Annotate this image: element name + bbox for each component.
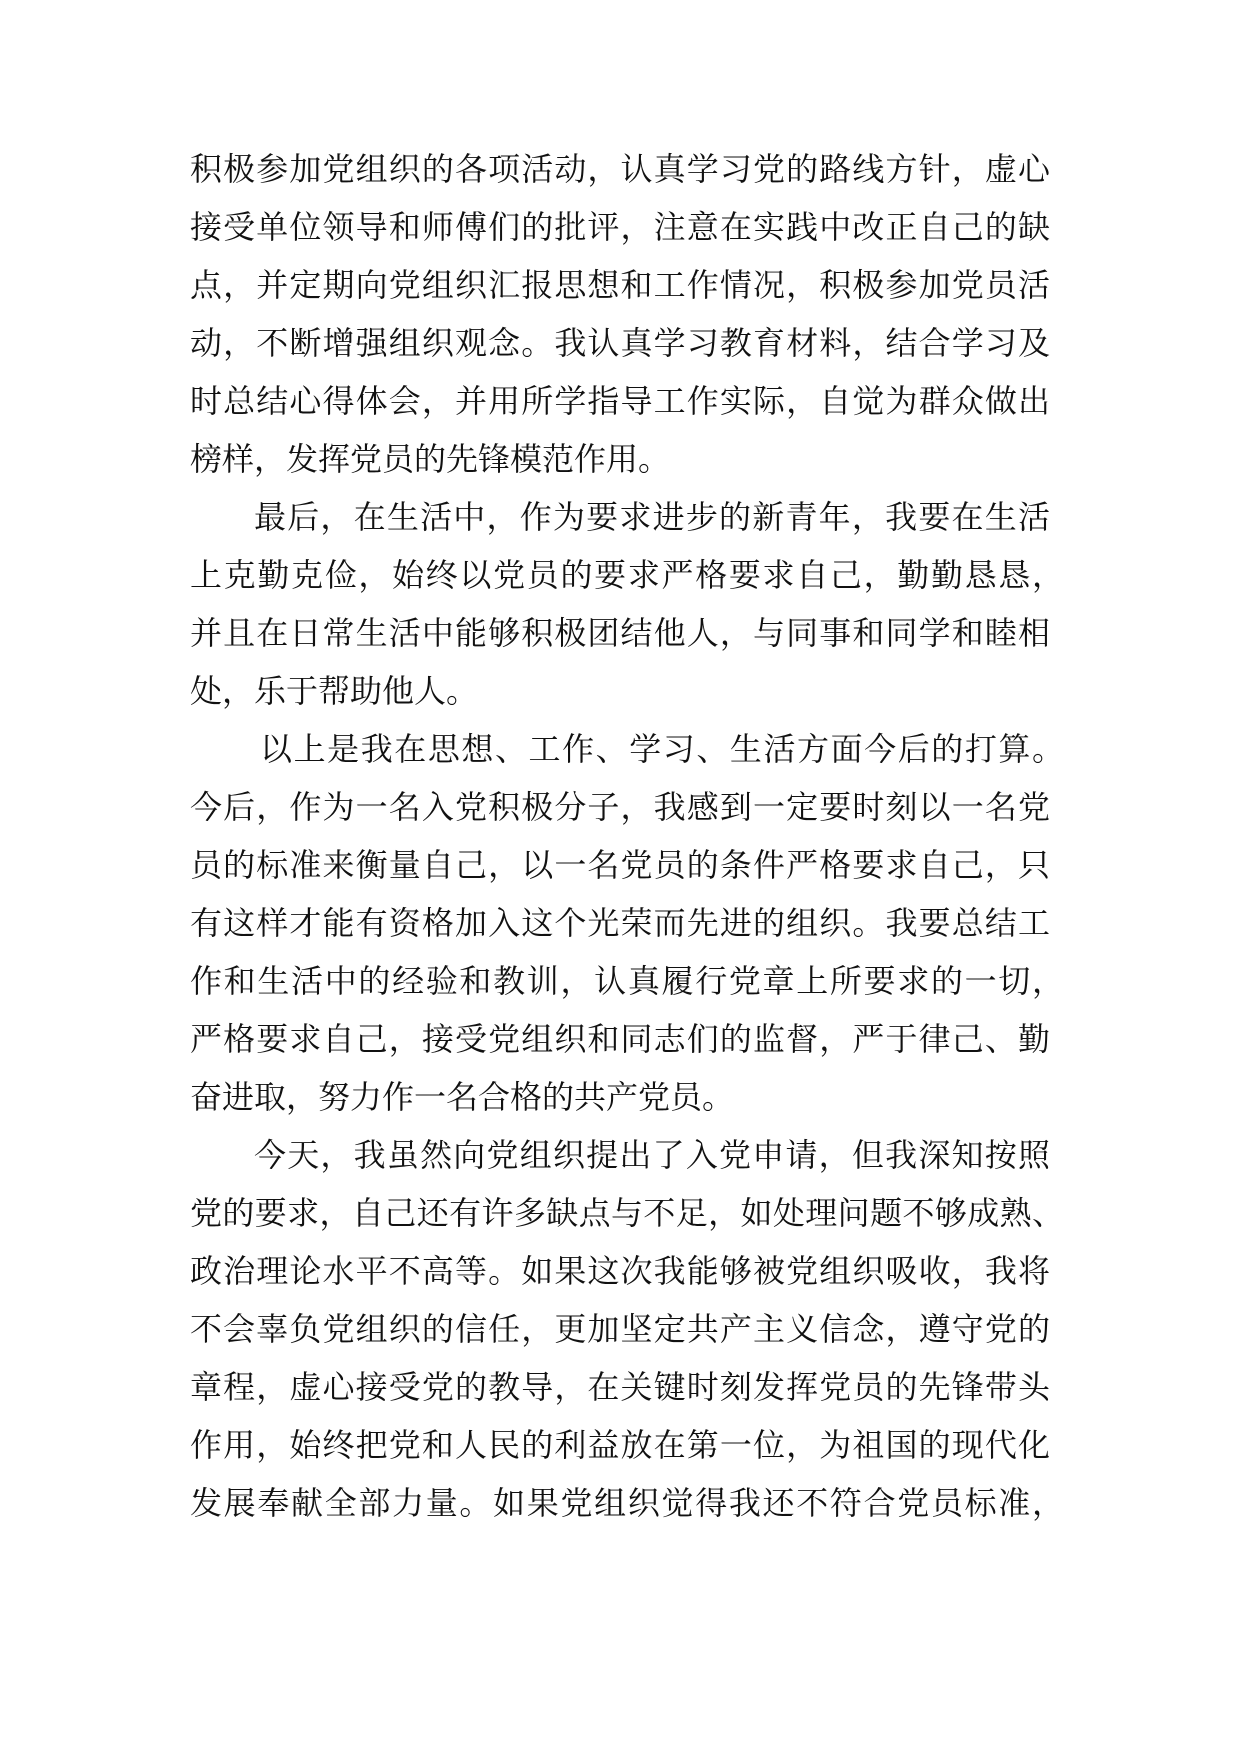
text-line: 并且在日常生活中能够积极团结他人，与同事和同学和睦相 xyxy=(190,614,1050,652)
text-line: 有这样才能有资格加入这个光荣而先进的组织。我要总结工 xyxy=(190,904,1050,942)
text-line: 政治理论水平不高等。如果这次我能够被党组织吸收，我将 xyxy=(190,1252,1050,1290)
text-line: 作用，始终把党和人民的利益放在第一位，为祖国的现代化 xyxy=(190,1426,1050,1464)
text-line: 动，不断增强组织观念。我认真学习教育材料，结合学习及 xyxy=(190,324,1050,362)
text-line: 奋进取，努力作一名合格的共产党员。 xyxy=(190,1078,735,1116)
paragraph xyxy=(190,720,1064,1126)
paragraph xyxy=(190,1126,1064,1532)
text-line: 时总结心得体会，并用所学指导工作实际，自觉为群众做出 xyxy=(190,382,1050,420)
text-line: 上克勤克俭，始终以党员的要求严格要求自己，勤勤恳恳， xyxy=(190,556,1064,594)
text-line: 党的要求，自己还有许多缺点与不足，如处理问题不够成熟、 xyxy=(190,1194,1064,1232)
text-line: 积极参加党组织的各项活动，认真学习党的路线方针，虚心 xyxy=(190,150,1050,188)
text-line: 点，并定期向党组织汇报思想和工作情况，积极参加党员活 xyxy=(190,266,1050,304)
paragraph xyxy=(190,140,1050,488)
text-line: 处，乐于帮助他人。 xyxy=(190,672,479,710)
text-line: 发展奉献全部力量。如果党组织觉得我还不符合党员标准， xyxy=(190,1484,1064,1522)
text-line: 榜样，发挥党员的先锋模范作用。 xyxy=(190,440,671,478)
text-line: 今天，我虽然向党组织提出了入党申请，但我深知按照 xyxy=(254,1136,1050,1174)
paragraph xyxy=(190,488,1064,720)
text-line: 不会辜负党组织的信任，更加坚定共产主义信念，遵守党的 xyxy=(190,1310,1050,1348)
text-line: 以上是我在思想、工作、学习、生活方面今后的打算。 xyxy=(260,730,1064,768)
text-line: 章程，虚心接受党的教导，在关键时刻发挥党员的先锋带头 xyxy=(190,1368,1050,1406)
text-line: 接受单位领导和师傅们的批评，注意在实践中改正自己的缺 xyxy=(190,208,1050,246)
text-line: 今后，作为一名入党积极分子，我感到一定要时刻以一名党 xyxy=(190,788,1050,826)
body-text xyxy=(190,140,1064,1532)
text-line: 作和生活中的经验和教训，认真履行党章上所要求的一切， xyxy=(190,962,1064,1000)
text-line: 员的标准来衡量自己，以一名党员的条件严格要求自己，只 xyxy=(190,846,1050,884)
text-line: 最后，在生活中，作为要求进步的新青年，我要在生活 xyxy=(254,498,1050,536)
text-line: 严格要求自己，接受党组织和同志们的监督，严于律己、勤 xyxy=(190,1020,1050,1058)
